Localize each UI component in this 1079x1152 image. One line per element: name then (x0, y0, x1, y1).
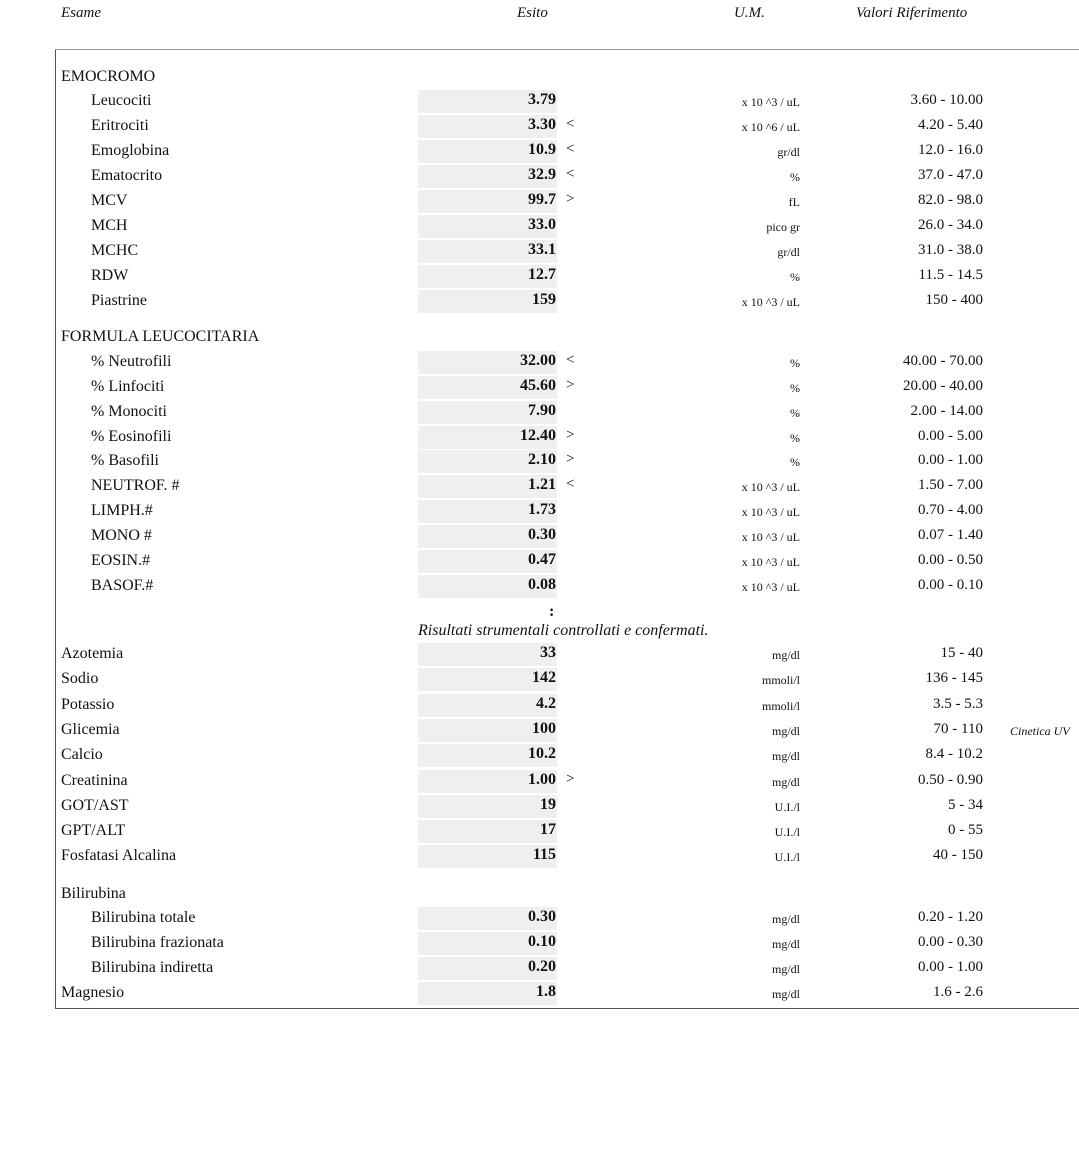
test-reference: 15 - 40 (940, 645, 983, 661)
test-name: % Basofili (91, 452, 159, 470)
test-unit: x 10 ^3 / uL (741, 95, 800, 109)
test-unit: mg/dl (771, 912, 800, 926)
test-reference: 0.00 - 1.00 (918, 959, 983, 975)
test-unit: % (790, 356, 800, 370)
test-unit: % (790, 380, 800, 395)
result-row (0, 844, 1079, 869)
test-unit: gr/dl (777, 144, 800, 159)
test-value: 10.2 (528, 745, 556, 763)
test-value: 3.79 (528, 91, 556, 108)
test-reference: 82.0 - 98.0 (918, 191, 983, 208)
test-value: 33 (540, 644, 556, 661)
test-value: 1.21 (528, 476, 556, 494)
test-flag: < (566, 476, 575, 493)
result-row (0, 769, 1079, 794)
test-name: % Eosinofili (91, 427, 172, 445)
result-row (0, 289, 1079, 314)
test-unit: pico gr (766, 219, 800, 234)
test-value: 12.7 (528, 265, 556, 283)
test-reference: 136 - 145 (925, 670, 983, 687)
test-reference: 0.00 - 0.10 (918, 576, 983, 593)
test-name: GPT/ALT (61, 822, 126, 840)
test-reference: 8.4 - 10.2 (925, 746, 983, 763)
test-name: RDW (91, 266, 129, 284)
test-unit: x 10 ^3 / uL (741, 529, 800, 544)
test-value: 0.30 (528, 525, 556, 543)
test-flag: < (566, 352, 575, 368)
result-row (0, 189, 1079, 214)
test-reference: 0 - 55 (948, 822, 983, 839)
test-name: Leucociti (91, 92, 152, 109)
test-unit: U.I./l (774, 825, 800, 840)
result-row (0, 718, 1079, 743)
test-reference: 1.50 - 7.00 (918, 477, 983, 494)
test-value: 17 (540, 821, 556, 839)
result-row (0, 264, 1079, 289)
test-unit: U.I./l (774, 850, 800, 865)
test-value: 32.9 (528, 165, 556, 183)
header-reference: Valori Riferimento (856, 5, 968, 21)
result-row (0, 931, 1079, 956)
test-value: 10.9 (528, 140, 556, 158)
test-name: % Monociti (91, 402, 167, 420)
test-name: EOSIN.# (91, 551, 151, 569)
test-unit: x 10 ^3 / uL (741, 480, 800, 495)
test-reference: 31.0 - 38.0 (918, 241, 983, 258)
test-reference: 40 - 150 (933, 847, 983, 864)
test-flag: < (566, 165, 575, 182)
test-name: Eritrociti (91, 116, 149, 134)
test-value: 33.1 (528, 240, 556, 258)
test-unit: gr/dl (777, 244, 800, 259)
test-unit: mg/dl (771, 723, 800, 738)
test-value: 0.10 (528, 933, 556, 950)
test-name: BASOF.# (91, 576, 154, 594)
test-value: 33.0 (528, 215, 556, 233)
test-flag: > (566, 451, 575, 468)
test-flag: < (566, 140, 575, 157)
test-unit: % (790, 455, 800, 470)
test-unit: U.I./l (774, 799, 800, 814)
test-unit: % (790, 430, 800, 445)
test-value: 1.8 (536, 983, 556, 1000)
test-unit: x 10 ^3 / uL (741, 505, 800, 520)
test-name: MCH (91, 216, 128, 234)
test-name: Azotemia (61, 645, 124, 662)
test-name: Bilirubina totale (91, 909, 196, 926)
result-row (0, 794, 1079, 819)
test-reference: 3.60 - 10.00 (910, 92, 983, 108)
results-note: Risultati strumentali controllati e confermati. (418, 622, 709, 639)
test-unit: x 10 ^3 / uL (741, 554, 800, 569)
test-reference: 0.70 - 4.00 (918, 502, 983, 519)
result-row (0, 474, 1079, 499)
test-unit: mmoli/l (761, 698, 800, 713)
test-value: 2.10 (528, 451, 556, 469)
test-reference: 20.00 - 40.00 (903, 377, 983, 394)
test-unit: x 10 ^6 / uL (741, 119, 800, 134)
test-reference: 12.0 - 16.0 (918, 141, 983, 158)
test-name: MCHC (91, 241, 139, 259)
test-name: Calcio (61, 746, 103, 764)
test-reference: 3.5 - 5.3 (933, 695, 983, 712)
test-value: 0.08 (528, 575, 556, 593)
result-row (0, 524, 1079, 549)
test-value: 1.00 (528, 770, 556, 788)
result-row (0, 375, 1079, 400)
test-reference: 26.0 - 34.0 (918, 216, 983, 233)
test-name: LIMPH.# (91, 502, 153, 520)
test-name: Potassio (61, 695, 115, 713)
test-value: 115 (532, 846, 556, 864)
test-name: Ematocrito (91, 166, 163, 184)
test-flag: < (566, 115, 575, 132)
test-flag: > (566, 426, 575, 443)
section-title (0, 882, 1079, 907)
test-reference: 37.0 - 47.0 (918, 166, 983, 183)
header-unit: U.M. (734, 5, 765, 21)
test-reference: 0.07 - 1.40 (918, 526, 983, 543)
result-row (0, 693, 1079, 718)
test-name: % Linfociti (91, 377, 165, 395)
test-value: 100 (532, 719, 556, 737)
test-value: 7.90 (528, 401, 556, 419)
result-row (0, 549, 1079, 574)
test-unit: mg/dl (771, 648, 800, 662)
result-row (0, 350, 1079, 375)
result-row (0, 139, 1079, 164)
test-unit: mg/dl (771, 937, 800, 951)
test-reference: 0.50 - 0.90 (918, 771, 983, 788)
test-name: Fosfatasi Alcalina (61, 847, 177, 865)
test-flag: > (566, 376, 575, 393)
test-reference: 0.00 - 5.00 (918, 427, 983, 444)
test-name: MONO # (91, 526, 152, 544)
result-row (0, 574, 1079, 599)
test-flag: > (566, 190, 575, 207)
test-reference: 2.00 - 14.00 (910, 402, 983, 419)
bottom-border (55, 1008, 1079, 1009)
test-value: 4.2 (536, 694, 556, 712)
test-reference: 70 - 110 (933, 720, 983, 737)
test-unit: x 10 ^3 / uL (741, 294, 800, 309)
test-value: 142 (532, 669, 556, 687)
test-name: Emoglobina (91, 141, 170, 159)
test-value: 159 (532, 290, 556, 308)
result-row (0, 499, 1079, 524)
test-reference: 11.5 - 14.5 (918, 266, 983, 283)
test-unit: % (790, 169, 800, 184)
test-name: Glicemia (61, 720, 120, 738)
result-row (0, 667, 1079, 692)
section-title-label: FORMULA LEUCOCITARIA (61, 328, 260, 345)
section-title-label: EMOCROMO (61, 68, 156, 85)
test-name: Magnesio (61, 984, 125, 1001)
section-title (0, 325, 1079, 350)
test-method: Cinetica UV (1010, 723, 1070, 738)
test-unit: % (790, 269, 800, 284)
test-flag: > (566, 770, 575, 787)
result-row (0, 114, 1079, 139)
test-reference: 0.00 - 0.30 (918, 934, 983, 950)
test-name: Creatinina (61, 771, 128, 789)
result-row (0, 642, 1079, 667)
test-name: Bilirubina indiretta (91, 959, 214, 976)
test-value: 0.20 (528, 958, 556, 975)
test-value: 1.73 (528, 501, 556, 519)
test-reference: 0.00 - 1.00 (918, 452, 983, 469)
result-row (0, 400, 1079, 425)
result-row (0, 239, 1079, 264)
formula-colon: : (549, 603, 555, 620)
test-value: 3.30 (528, 115, 556, 133)
section-title-label: Bilirubina (61, 885, 126, 902)
header-result: Esito (517, 5, 548, 21)
result-row (0, 425, 1079, 450)
test-name: GOT/AST (61, 796, 129, 814)
result-row (0, 819, 1079, 844)
result-row (0, 449, 1079, 474)
test-unit: x 10 ^3 / uL (741, 579, 800, 594)
result-row (0, 89, 1079, 114)
test-reference: 5 - 34 (948, 796, 983, 813)
test-unit: mg/dl (771, 774, 800, 789)
test-value: 99.7 (528, 190, 556, 208)
test-name: Sodio (61, 670, 99, 688)
test-value: 19 (540, 795, 556, 813)
test-value: 0.30 (528, 908, 556, 925)
test-unit: mmoli/l (761, 673, 800, 688)
test-reference: 4.20 - 5.40 (918, 116, 983, 133)
test-reference: 0.00 - 0.50 (918, 551, 983, 568)
test-reference: 1.6 - 2.6 (933, 984, 983, 1000)
result-row (0, 956, 1079, 981)
test-unit: mg/dl (771, 987, 800, 1001)
test-name: Bilirubina frazionata (91, 934, 224, 951)
test-name: MCV (91, 191, 128, 209)
test-value: 45.60 (520, 376, 556, 394)
test-unit: mg/dl (771, 962, 800, 976)
header-divider (55, 49, 1079, 50)
result-row (0, 164, 1079, 189)
test-value: 0.47 (528, 550, 556, 568)
result-row (0, 743, 1079, 768)
result-row (0, 981, 1079, 1006)
test-name: Piastrine (91, 291, 147, 309)
section-title (0, 65, 1079, 90)
test-unit: fL (788, 194, 800, 209)
result-row (0, 214, 1079, 239)
test-reference: 40.00 - 70.00 (903, 353, 983, 369)
test-name: NEUTROF. # (91, 477, 180, 495)
test-unit: % (790, 405, 800, 420)
header-exam: Esame (61, 5, 101, 21)
test-name: % Neutrofili (91, 353, 172, 370)
test-reference: 0.20 - 1.20 (918, 909, 983, 925)
result-row (0, 906, 1079, 931)
test-value: 32.00 (520, 352, 556, 369)
test-unit: mg/dl (771, 749, 800, 764)
test-reference: 150 - 400 (925, 291, 983, 308)
test-value: 12.40 (520, 426, 556, 444)
